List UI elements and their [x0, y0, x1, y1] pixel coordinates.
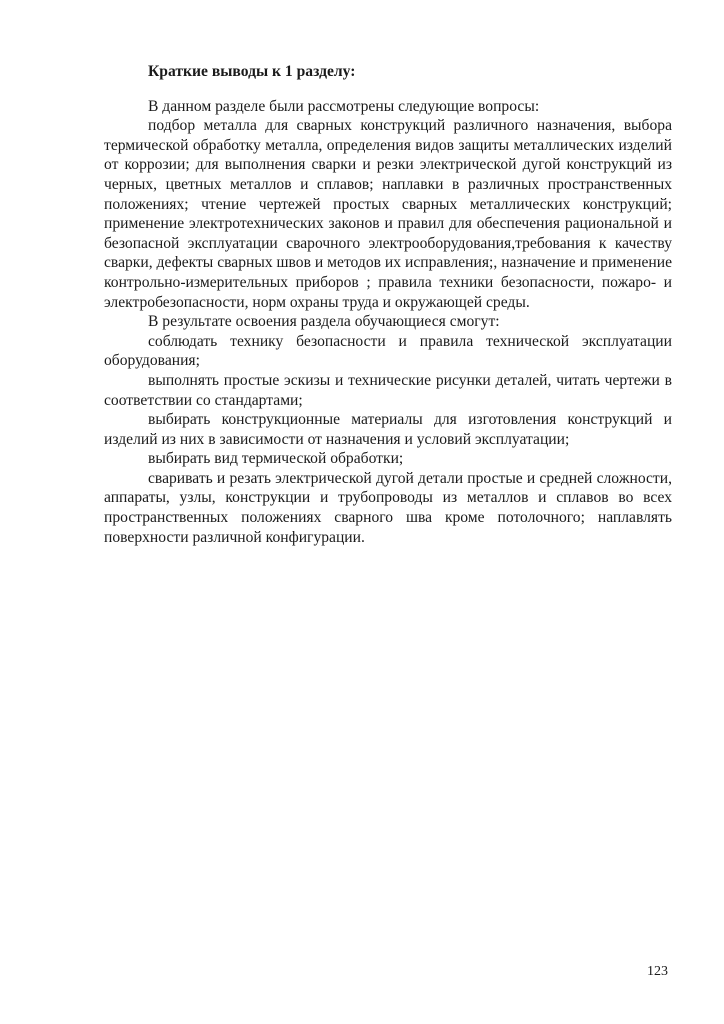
section-heading: Краткие выводы к 1 разделу: [148, 63, 356, 80]
paragraph-topics: подбор металла для сварных конструкций различного назначения, выбора термической обработку металла, определения видов защиты металлических изделий от коррозии; для выполнения сварки и резки электрической дугой конструкций из черных, цветных металлов и сплавов; наплавки в различных пространственных положениях; чтение чертежей простых сварных металлических конструкций; применение электротехнических законов и правил для обеспечения рациональной и безопасной эксплуатации сварочного электрооборудования,требования к качеству сварки, дефекты сварных швов и методов их исправления;, назначение и применение контрольно-измерительных приборов ; правила техники безопасности, пожаро- и электробезопасности, норм охраны труда и окружающей среды. [104, 117, 672, 311]
paragraph-intro: В данном разделе были рассмотрены следующие вопросы: [148, 97, 540, 115]
paragraph-outcome-welding: сваривать и резать электрической дугой детали простые и средней сложности, аппараты, узлы, конструкции и трубопроводы из металлов и сплавов во всех пространственных положениях сварного шва кроме потолочного; наплавлять поверхности различной конфигурации. [104, 469, 672, 546]
paragraph-outcomes-intro: В результате освоения раздела обучающиеся смогут: [148, 313, 500, 331]
document-body [104, 62, 672, 547]
paragraph-outcome-sketches: выполнять простые эскизы и технические рисунки деталей, читать чертежи в соответствии со стандартами; [104, 371, 672, 409]
paragraph-outcome-materials: выбирать конструкционные материалы для изготовления конструкций и изделий из них в зависимости от назначения и условий эксплуатации; [104, 411, 672, 448]
paragraph-outcome-heat-treatment: выбирать вид термической обработки; [148, 450, 404, 468]
page-number: 123 [647, 964, 668, 979]
paragraph-outcome-safety: соблюдать технику безопасности и правила технической эксплуатации оборудования; [104, 332, 672, 370]
